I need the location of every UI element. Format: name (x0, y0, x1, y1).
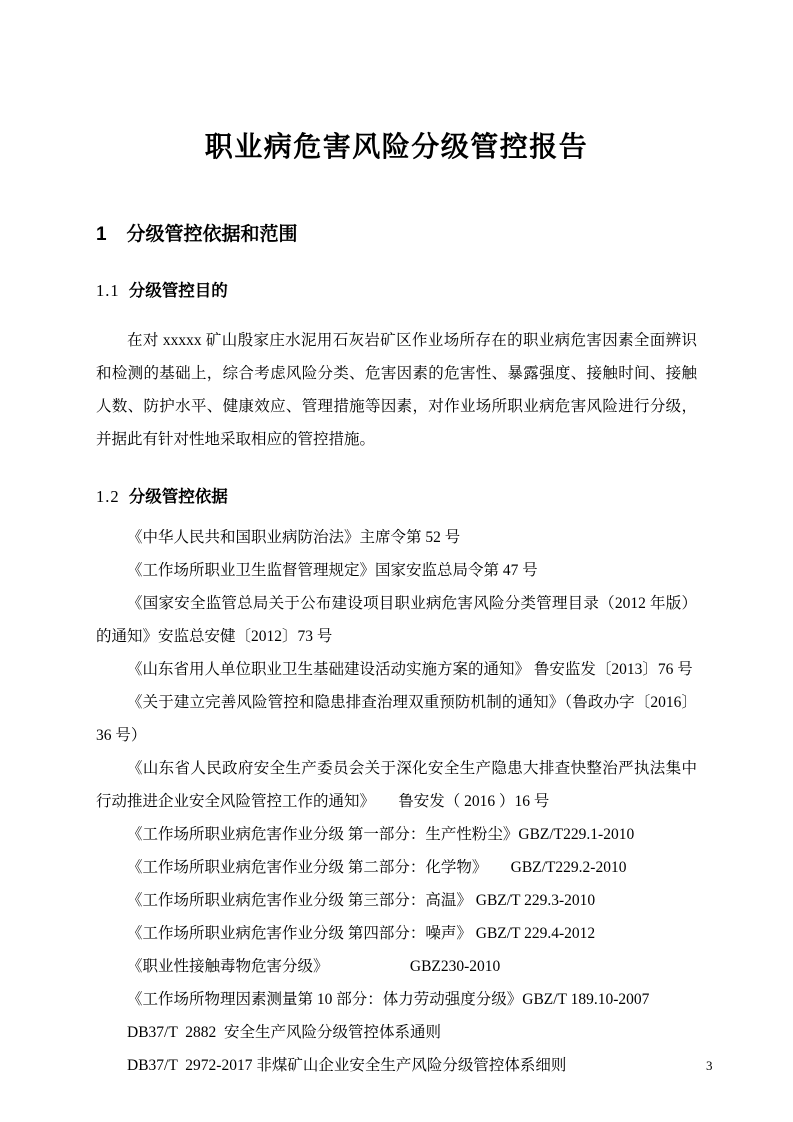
document-title: 职业病危害风险分级管控报告 (204, 132, 589, 163)
reference-item: 《山东省人民政府安全生产委员会关于深化安全生产隐患大排查快整治严执法集中行动推进企业安全风险管控工作的通知》 鲁安发（ 2016 ）16 号 (96, 760, 697, 810)
reference-item: 《中华人民共和国职业病防治法》主席令第 52 号 (127, 529, 461, 546)
reference-item: 《国家安全监管总局关于公布建设项目职业病危害风险分类管理目录（2012 年版）的通知》安监总安健〔2012〕73 号 (96, 595, 697, 645)
section-1-1-number: 1.1 (96, 281, 120, 300)
reference-item: 《工作场所职业病危害作业分级 第一部分：生产性粉尘》GBZ/T229.1-2010 (127, 826, 635, 843)
reference-item: DB37/T 2972-2017 非煤矿山企业安全生产风险分级管控体系细则 (127, 1057, 567, 1074)
section-1-1-paragraph: 在对 xxxxx 矿山殷家庄水泥用石灰岩矿区作业场所存在的职业病危害因素全面辨识和检测的基础上，综合考虑风险分类、危害因素的危害性、暴露强度、接触时间、接触人数、防护水平、健康效应、管理措施等因素，对作业场所职业病危害风险进行分级，并据此有针对性地采取相应的管控措施。 (96, 332, 697, 448)
reference-item: 《工作场所职业病危害作业分级 第三部分：高温》 GBZ/T 229.3-2010 (127, 892, 596, 909)
section-1-1-heading (96, 279, 697, 303)
reference-item: DB37/T 2882 安全生产风险分级管控体系通则 (127, 1024, 442, 1041)
reference-item: 《工作场所物理因素测量第 10 部分：体力劳动强度分级》GBZ/T 189.10-2007 (127, 991, 650, 1008)
section-1-1-title: 分级管控目的 (128, 282, 228, 300)
reference-item: 《工作场所职业卫生监督管理规定》国家安监总局令第 47 号 (127, 562, 538, 579)
reference-item: 《关于建立完善风险管控和隐患排查治理双重预防机制的通知》（鲁政办字〔2016〕36 号） (96, 694, 697, 744)
reference-item: 《工作场所职业病危害作业分级 第二部分：化学物》 GBZ/T229.2-2010 (127, 859, 627, 876)
reference-list (96, 521, 697, 1082)
reference-item: 《职业性接触毒物危害分级》 GBZ230-2010 (127, 958, 501, 975)
section-1-number: 1 (96, 224, 107, 245)
section-1-2-number: 1.2 (96, 487, 120, 506)
section-1-2-heading (96, 485, 697, 509)
section-1-title: 分级管控依据和范围 (126, 224, 298, 245)
reference-item: 《山东省用人单位职业卫生基础建设活动实施方案的通知》 鲁安监发〔2013〕76 号 (127, 661, 693, 678)
section-1-2-title: 分级管控依据 (128, 488, 228, 506)
reference-item: 《工作场所职业病危害作业分级 第四部分：噪声》 GBZ/T 229.4-2012 (127, 925, 596, 942)
section-1-heading (96, 222, 697, 248)
page-number: 3 (706, 1058, 713, 1073)
